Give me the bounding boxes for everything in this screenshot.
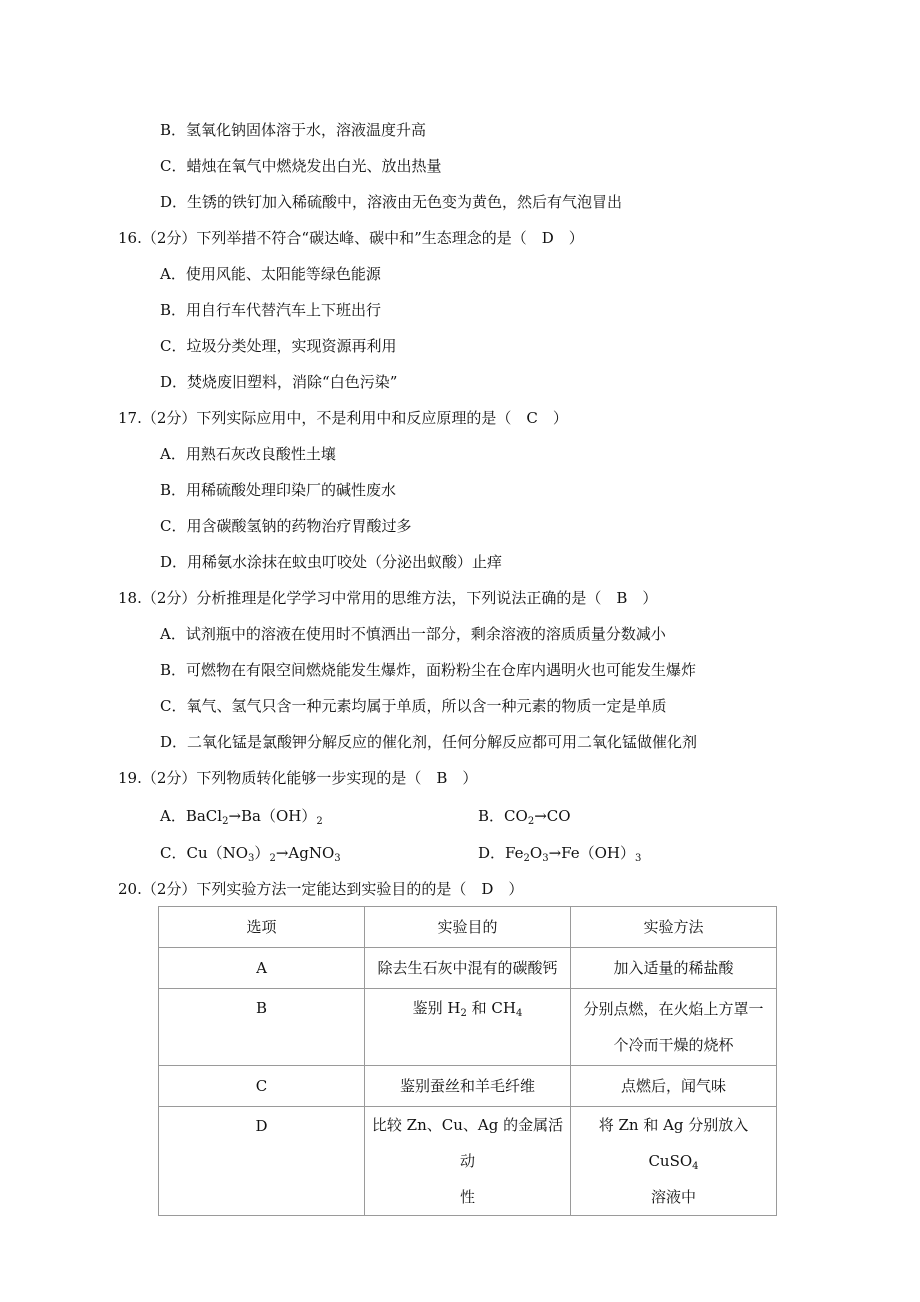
row-c-option: C [159, 1066, 365, 1107]
table-row [159, 948, 777, 989]
experiment-table [158, 906, 777, 1216]
row-d-method: 将 Zn 和 Ag 分别放入 CuSO$_4$ 溶液中 [571, 1107, 777, 1216]
q18-option-b: B．可燃物在有限空间燃烧能发生爆炸，面粉粉尘在仓库内遇明火也可能发生爆炸 [160, 661, 697, 679]
row-b-goal: 鉴别 $H_2$ 和 $CH_4$ [365, 989, 571, 1066]
q16-stem: 16.（2分）下列举措不符合“碳达峰、碳中和”生态理念的是（ D ） [118, 229, 584, 247]
header-goal: 实验目的 [365, 907, 571, 948]
q17-option-b: B．用稀硫酸处理印染厂的碱性废水 [160, 481, 397, 499]
q16-option-a: A．使用风能、太阳能等绿色能源 [160, 265, 381, 283]
q19-option-c: C．$Cu(NO_3)_2\to AgNO_3$ [160, 844, 341, 864]
q18-option-a: A．试剂瓶中的溶液在使用时不慎洒出一部分，剩余溶液的溶质质量分数减小 [160, 625, 666, 643]
q15-option-b: B．氢氧化钠固体溶于水，溶液温度升高 [160, 121, 427, 139]
row-a-goal: 除去生石灰中混有的碳酸钙 [365, 948, 571, 989]
q20-stem: 20.（2分）下列实验方法一定能达到实验目的的是（ D ） [118, 880, 524, 898]
q15-option-c: C．蜡烛在氧气中燃烧发出白光、放出热量 [160, 157, 442, 175]
q18-stem: 18.（2分）分析推理是化学学习中常用的思维方法，下列说法正确的是（ B ） [118, 589, 658, 607]
table-header-row [159, 907, 777, 948]
q16-option-c: C．垃圾分类处理，实现资源再利用 [160, 337, 397, 355]
table-row [159, 1066, 777, 1107]
q16-option-b: B．用自行车代替汽车上下班出行 [160, 301, 382, 319]
row-a-option: A [159, 948, 365, 989]
row-b-method: 分别点燃，在火焰上方罩一 个冷而干燥的烧杯 [571, 989, 777, 1066]
q19-stem: 19.（2分）下列物质转化能够一步实现的是（ B ） [118, 769, 478, 787]
row-d-option: D [159, 1107, 365, 1216]
table-row [159, 989, 777, 1066]
q18-option-d: D．二氧化锰是氯酸钾分解反应的催化剂，任何分解反应都可用二氧化锰做催化剂 [160, 733, 698, 751]
q17-option-c: C．用含碳酸氢钠的药物治疗胃酸过多 [160, 517, 412, 535]
row-c-method: 点燃后，闻气味 [571, 1066, 777, 1107]
q16-option-d: D．焚烧废旧塑料，消除“白色污染” [160, 373, 398, 391]
q19-option-d: D．$Fe_2O_3\to Fe(OH)_3$ [478, 844, 642, 864]
q15-option-d: D．生锈的铁钉加入稀硫酸中，溶液由无色变为黄色，然后有气泡冒出 [160, 193, 623, 211]
table-row [159, 1107, 777, 1216]
header-method: 实验方法 [571, 907, 777, 948]
q19-option-b: B．$CO_2\to CO$ [478, 807, 571, 827]
q19-option-a: A．$BaCl_2\to Ba(OH)_2$ [160, 807, 323, 827]
q17-option-d: D．用稀氨水涂抹在蚊虫叮咬处（分泌出蚁酸）止痒 [160, 553, 503, 571]
header-option: 选项 [159, 907, 365, 948]
row-b-option: B [159, 989, 365, 1066]
row-d-goal: 比较 Zn、Cu、Ag 的金属活动 性 [365, 1107, 571, 1216]
q17-stem: 17.（2分）下列实际应用中，不是利用中和反应原理的是（ C ） [118, 409, 568, 427]
row-a-method: 加入适量的稀盐酸 [571, 948, 777, 989]
q17-option-a: A．用熟石灰改良酸性土壤 [160, 445, 336, 463]
row-c-goal: 鉴别蚕丝和羊毛纤维 [365, 1066, 571, 1107]
q18-option-c: C．氧气、氢气只含一种元素均属于单质，所以含一种元素的物质一定是单质 [160, 697, 667, 715]
